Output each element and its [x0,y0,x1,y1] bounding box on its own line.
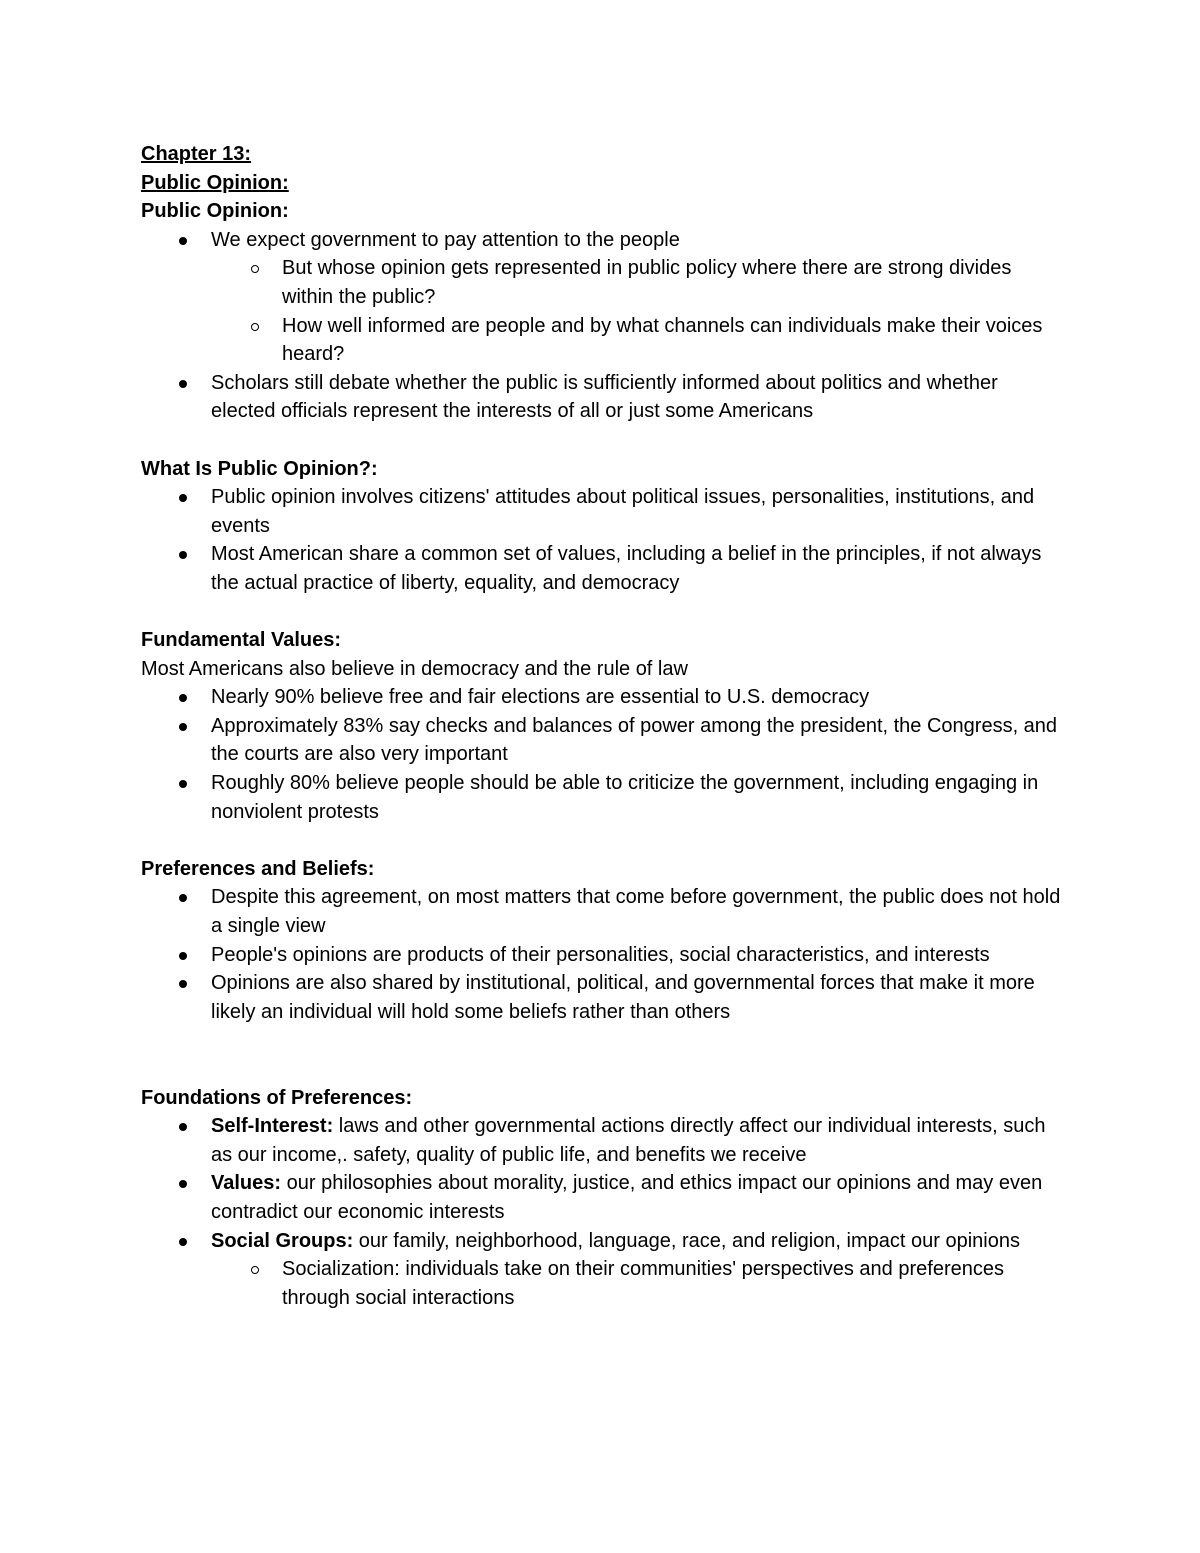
list-item-text: Public opinion involves citizens' attitudes about political issues, personalities, institutions, and events [211,486,1035,537]
list-item-text: Nearly 90% believe free and fair elections are essential to U.S. democracy [211,686,870,709]
bullet-icon [179,551,187,559]
section-heading: Public Opinion: [141,200,289,223]
list-item [141,883,1066,940]
sub-list-item-text: How well informed are people and by what channels can individuals make their voices heard? [282,314,1043,366]
list-item-text: Despite this agreement, on most matters that come before government, the public does not hold a single view [211,886,1061,938]
sub-bullet-list [211,254,1066,368]
bullet-icon [179,237,187,245]
list-item [141,712,1066,769]
sub-list-item-text: But whose opinion gets represented in public policy where there are strong divides within the public? [282,257,1012,308]
sub-list-item-text: Socialization: individuals take on their communities' perspectives and preferences through social interactions [282,1258,1004,1309]
list-item-term: Social Groups: [211,1229,354,1252]
bullet-icon [179,380,187,388]
list-item [141,226,1066,369]
list-item-term: Values: [211,1172,282,1195]
section-heading: Preferences and Beliefs: [141,857,375,880]
list-item-term: Self-Interest: [211,1115,334,1138]
section-title: Public Opinion: [141,171,289,194]
list-item-text: Opinions are also shared by institutional, political, and governmental forces that make it more likely an individual will hold some beliefs rather than others [211,972,1035,1023]
section-heading: What Is Public Opinion?: [141,457,378,480]
list-item [141,1169,1066,1226]
bullet-icon [179,952,187,960]
list-item [141,1227,1066,1313]
list-item-text: laws and other governmental actions directly affect our individual interests, such as our income,. safety, quality of public life, and benefits we receive [211,1115,1046,1166]
bullet-icon [179,494,187,502]
list-item [141,540,1066,597]
chapter-title: Chapter 13: [141,143,252,165]
bullet-icon [179,1238,187,1246]
list-item-text: Scholars still debate whether the public is sufficiently informed about politics and whether elected officials represent the interests of all or just some Americans [211,371,998,423]
sub-list-item [211,254,1066,311]
bullet-icon [179,1123,187,1131]
bullet-icon [179,980,187,988]
sub-list-item [211,1255,1066,1312]
list-item-text: our philosophies about morality, justice, and ethics impact our opinions and may even contradict our economic interests [211,1172,1043,1223]
list-item [141,941,1066,970]
list-item-text: We expect government to pay attention to the people [211,228,680,251]
list-item-text: Roughly 80% believe people should be able to criticize the government, including engaging in nonviolent protests [211,772,1039,823]
list-item [141,969,1066,1026]
list-item [141,769,1066,826]
bullet-icon [179,723,187,731]
list-item [141,1112,1066,1169]
list-item [141,683,1066,712]
circle-bullet-icon [251,1266,259,1274]
bullet-list [141,883,1066,1026]
sub-list-item [211,312,1066,369]
bullet-list [141,1112,1066,1312]
list-item-text: Most American share a common set of values, including a belief in the principles, if not always the actual practice of liberty, equality, and democracy [211,543,1042,594]
bullet-icon [179,780,187,788]
circle-bullet-icon [251,323,259,331]
document-content [141,140,1066,1312]
list-item [141,369,1066,426]
sub-bullet-list [211,1255,1066,1312]
list-item [141,483,1066,540]
section-heading: Fundamental Values: [141,629,342,652]
bullet-icon [179,1180,187,1188]
section-intro: Most Americans also believe in democracy and the rule of law [141,657,688,680]
circle-bullet-icon [251,265,259,273]
section-heading: Foundations of Preferences: [141,1086,413,1109]
bullet-list [141,226,1066,426]
bullet-icon [179,694,187,702]
list-item-text: People's opinions are products of their personalities, social characteristics, and interests [211,943,990,966]
list-item-text: our family, neighborhood, language, race, and religion, impact our opinions [353,1229,1020,1252]
bullet-list [141,483,1066,597]
bullet-icon [179,894,187,902]
bullet-list [141,683,1066,826]
list-item-text: Approximately 83% say checks and balances of power among the president, the Congress, and the courts are also very important [211,714,1058,766]
